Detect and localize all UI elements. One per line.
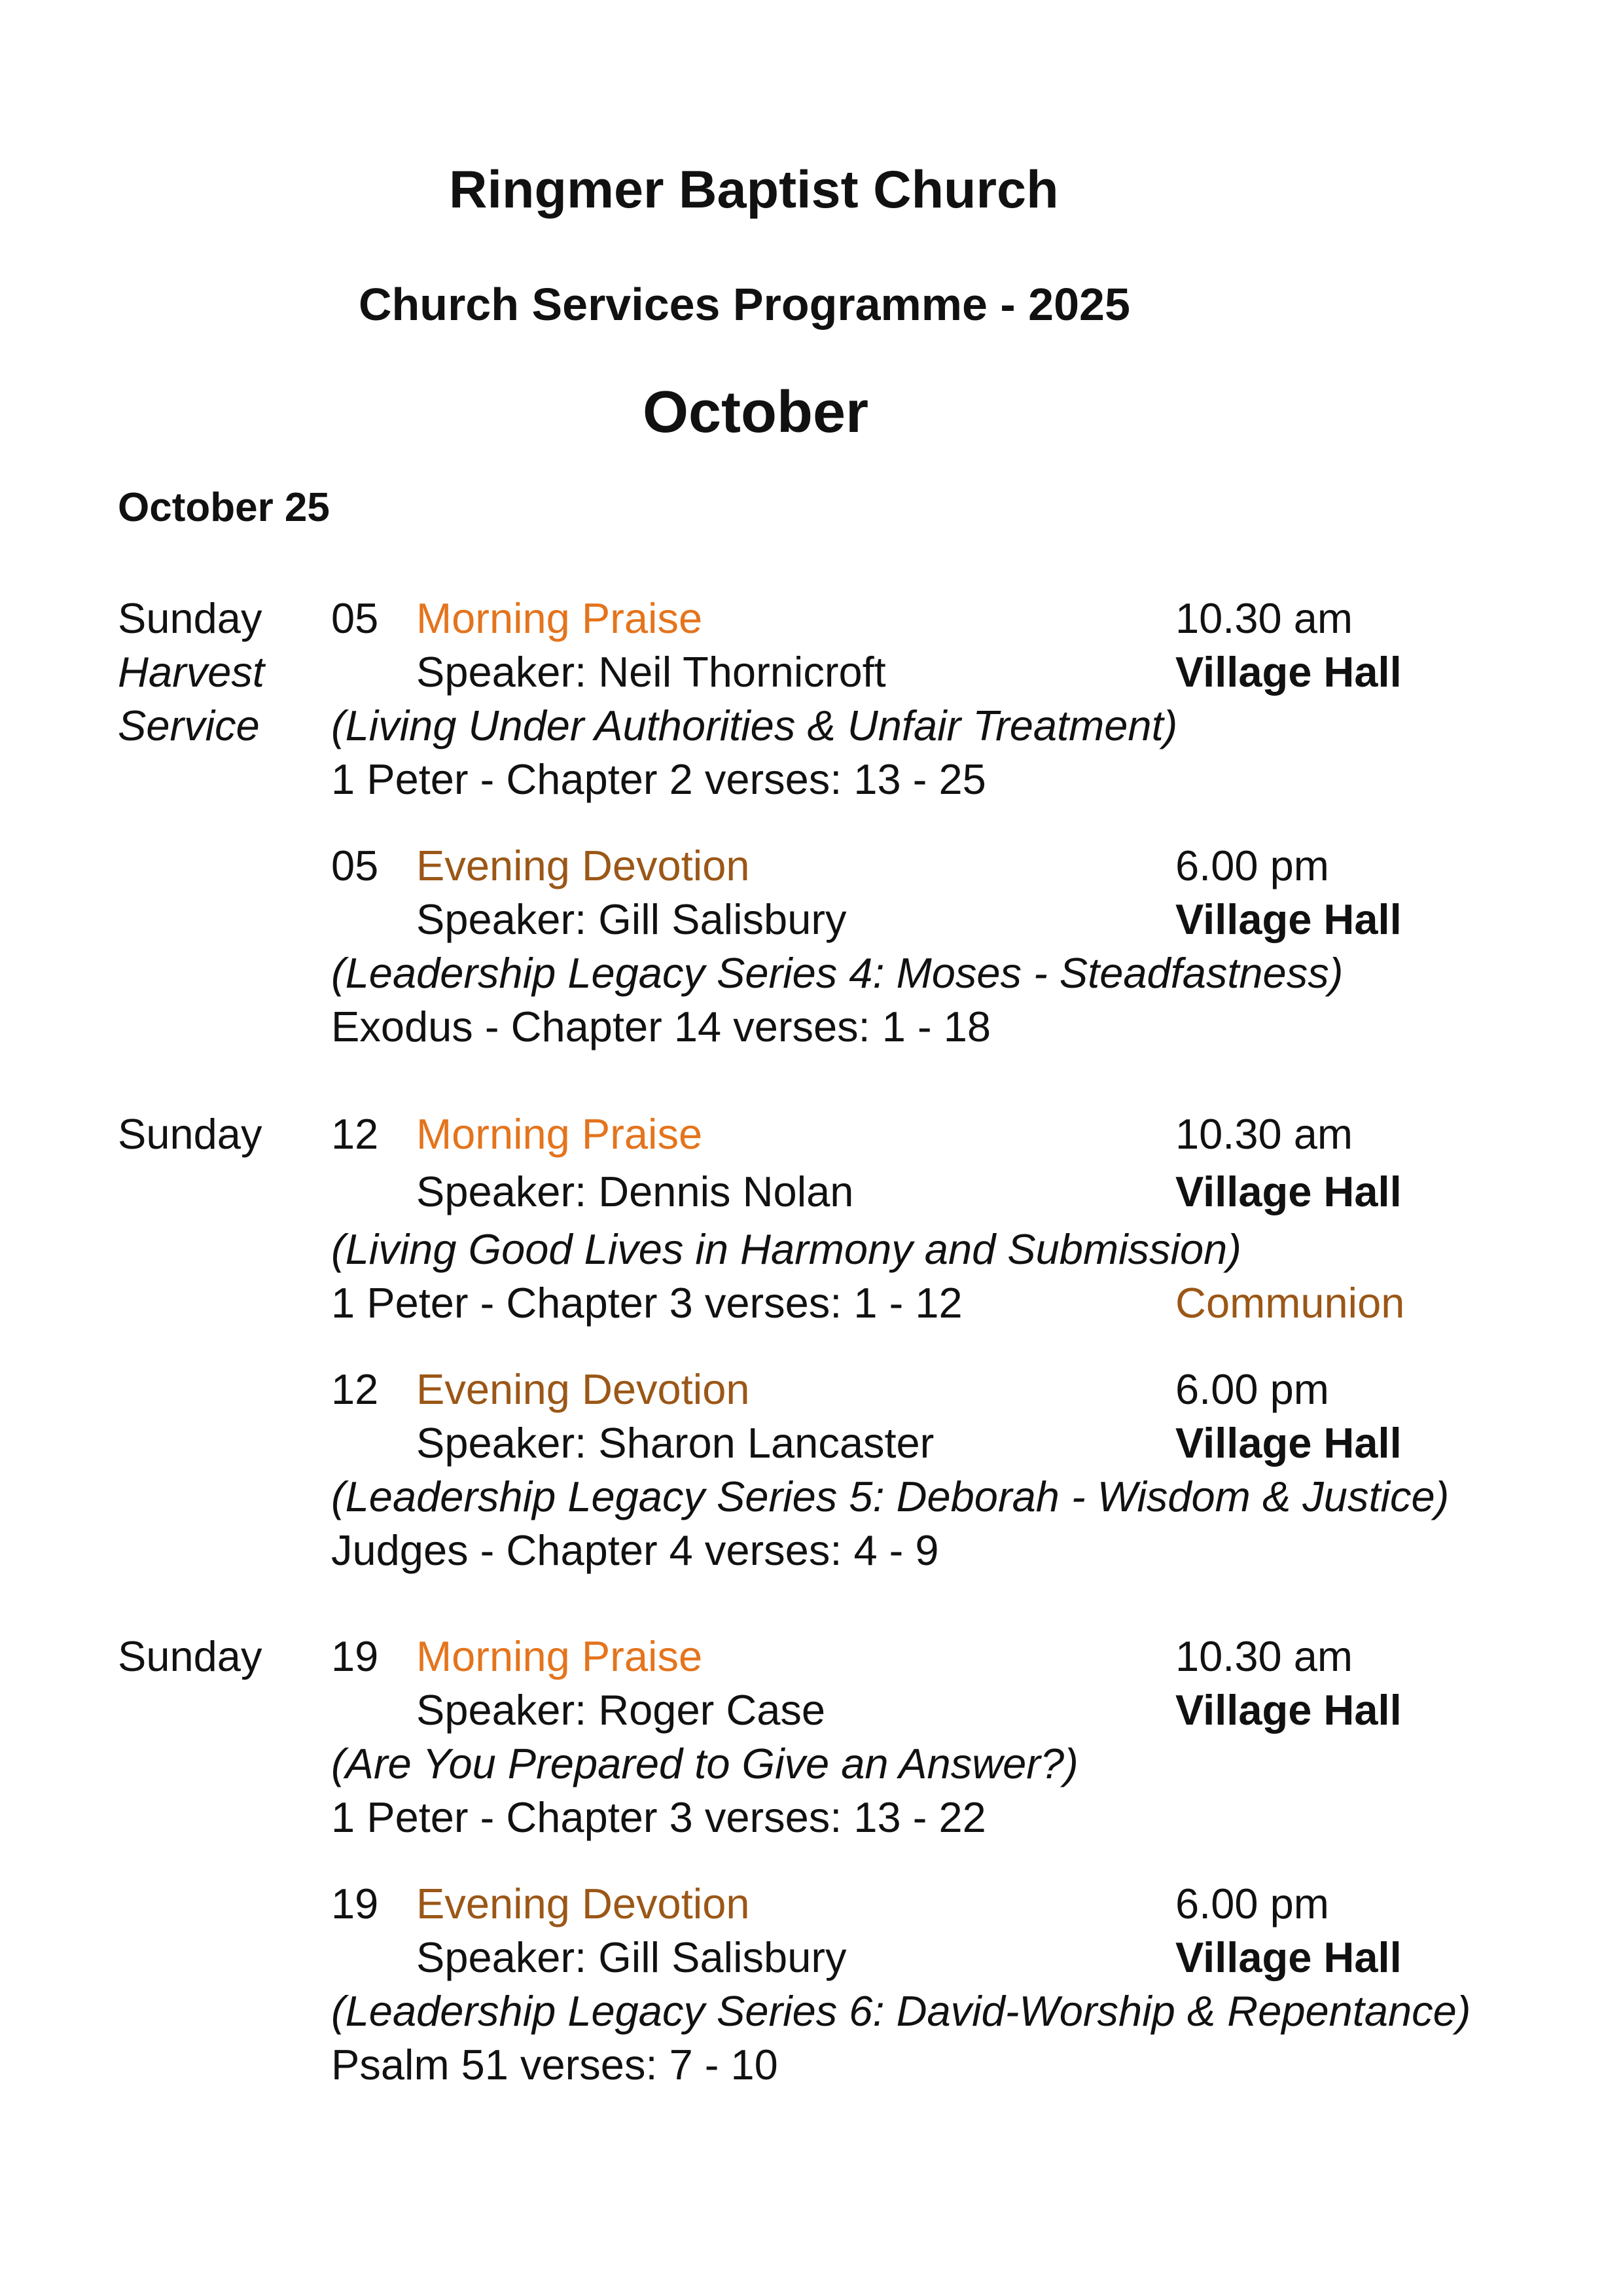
service-time: 6.00 pm bbox=[1175, 1365, 1329, 1413]
service-name: Evening Devotion bbox=[416, 842, 750, 889]
venue: Village Hall bbox=[1175, 1419, 1402, 1467]
service-time: 10.30 am bbox=[1175, 1110, 1353, 1158]
service-theme: (Leadership Legacy Series 5: Deborah - Wisdom & Justice) bbox=[331, 1473, 1450, 1520]
service-time: 6.00 pm bbox=[1175, 1880, 1329, 1928]
venue: Village Hall bbox=[1175, 1933, 1402, 1981]
service-name: Morning Praise bbox=[416, 1110, 703, 1158]
speaker: Speaker: Dennis Nolan bbox=[416, 1168, 854, 1215]
speaker: Speaker: Gill Salisbury bbox=[416, 1933, 847, 1981]
day-label: Sunday bbox=[118, 1632, 262, 1680]
month-heading: October bbox=[643, 380, 869, 445]
service-date: 19 bbox=[331, 1880, 379, 1928]
service-time: 10.30 am bbox=[1175, 1632, 1353, 1680]
day-label: Sunday bbox=[118, 1110, 262, 1158]
bible-reading: 1 Peter - Chapter 3 verses: 13 - 22 bbox=[331, 1793, 986, 1841]
bible-reading: 1 Peter - Chapter 3 verses: 1 - 12 bbox=[331, 1279, 963, 1327]
venue: Village Hall bbox=[1175, 895, 1402, 943]
venue: Village Hall bbox=[1175, 1168, 1402, 1215]
harvest-note-line2: Service bbox=[118, 702, 260, 749]
bible-reading: Judges - Chapter 4 verses: 4 - 9 bbox=[331, 1526, 939, 1574]
church-name: Ringmer Baptist Church bbox=[449, 160, 1059, 219]
service-name: Evening Devotion bbox=[416, 1880, 750, 1928]
service-theme: (Leadership Legacy Series 6: David-Worship & Repentance) bbox=[331, 1987, 1471, 2035]
speaker: Speaker: Neil Thornicroft bbox=[416, 648, 886, 696]
speaker: Speaker: Gill Salisbury bbox=[416, 895, 847, 943]
service-theme: (Living Good Lives in Harmony and Submission) bbox=[331, 1225, 1241, 1273]
service-time: 10.30 am bbox=[1175, 594, 1353, 642]
service-theme: (Leadership Legacy Series 4: Moses - Steadfastness) bbox=[331, 949, 1344, 997]
service-name: Evening Devotion bbox=[416, 1365, 750, 1413]
venue: Village Hall bbox=[1175, 1686, 1402, 1734]
service-date: 12 bbox=[331, 1365, 379, 1413]
programme-title: Church Services Programme - 2025 bbox=[359, 279, 1130, 330]
venue: Village Hall bbox=[1175, 648, 1402, 696]
bible-reading: Exodus - Chapter 14 verses: 1 - 18 bbox=[331, 1003, 991, 1050]
service-time: 6.00 pm bbox=[1175, 842, 1329, 889]
service-date: 12 bbox=[331, 1110, 379, 1158]
harvest-note: Harvest bbox=[118, 648, 264, 696]
service-date: 05 bbox=[331, 594, 379, 642]
service-theme: (Are You Prepared to Give an Answer?) bbox=[331, 1740, 1079, 1787]
bible-reading: 1 Peter - Chapter 2 verses: 13 - 25 bbox=[331, 755, 986, 803]
section-label: October 25 bbox=[118, 485, 330, 530]
communion-note: Communion bbox=[1175, 1279, 1405, 1327]
day-label: Sunday bbox=[118, 594, 262, 642]
speaker: Speaker: Sharon Lancaster bbox=[416, 1419, 935, 1467]
service-name: Morning Praise bbox=[416, 594, 703, 642]
service-date: 05 bbox=[331, 842, 379, 889]
service-theme: (Living Under Authorities & Unfair Treatment) bbox=[331, 702, 1178, 749]
service-date: 19 bbox=[331, 1632, 379, 1680]
speaker: Speaker: Roger Case bbox=[416, 1686, 826, 1734]
service-name: Morning Praise bbox=[416, 1632, 703, 1680]
bible-reading: Psalm 51 verses: 7 - 10 bbox=[331, 2041, 778, 2089]
